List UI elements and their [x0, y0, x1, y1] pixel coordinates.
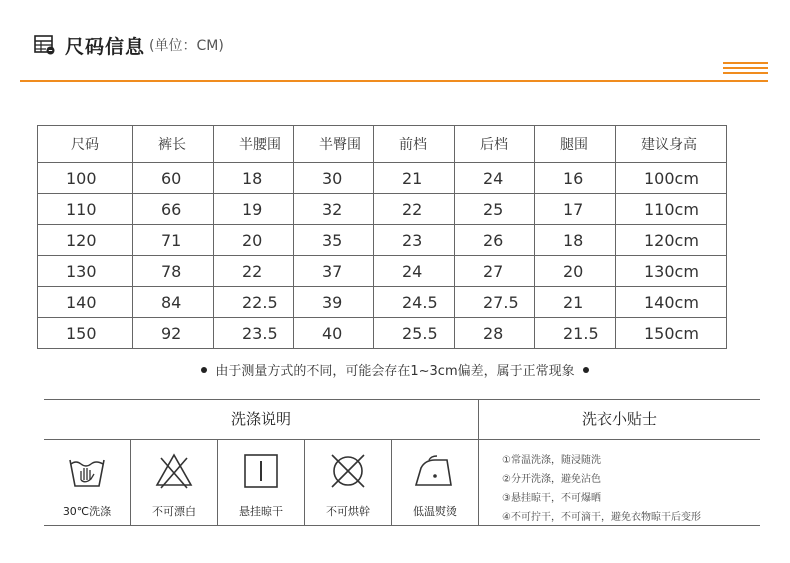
- table-cell: 22: [374, 194, 455, 225]
- column-header: 建议身高: [616, 126, 727, 163]
- laundry-tips-title: 洗衣小贴士: [581, 410, 657, 428]
- table-cell: 25: [455, 194, 535, 225]
- table-cell: 22: [214, 256, 294, 287]
- table-cell: 27: [455, 256, 535, 287]
- hang-dry-icon: [241, 452, 281, 490]
- wash-symbol: [131, 440, 218, 526]
- list-item: ③悬挂晾干，不可爆晒: [502, 493, 601, 504]
- table-cell: 17: [535, 194, 616, 225]
- care-section: [44, 399, 760, 526]
- table-cell: 39: [294, 287, 374, 318]
- table-cell: 16: [535, 163, 616, 194]
- wash-symbol: [305, 440, 392, 526]
- table-cell: 20: [214, 225, 294, 256]
- laundry-tips-list: [502, 451, 701, 527]
- table-cell: 28: [455, 318, 535, 349]
- no-bleach-icon: [154, 452, 194, 490]
- table-row: [38, 256, 727, 287]
- table-cell: 100: [38, 163, 133, 194]
- table-cell: 22.5: [214, 287, 294, 318]
- table-cell: 23.5: [214, 318, 294, 349]
- table-row: [38, 287, 727, 318]
- table-cell: 130: [38, 256, 133, 287]
- table-row: [38, 194, 727, 225]
- table-cell: 140: [38, 287, 133, 318]
- wash-symbol-label: 不可烘幹: [326, 505, 370, 518]
- wash-instructions-title: 洗涤说明: [230, 410, 291, 428]
- header-decoration: [723, 62, 768, 77]
- table-cell: 21.5: [535, 318, 616, 349]
- table-cell: 140cm: [616, 287, 727, 318]
- table-cell: 20: [535, 256, 616, 287]
- table-cell: 120: [38, 225, 133, 256]
- table-cell: 21: [535, 287, 616, 318]
- size-chart-icon: [34, 35, 56, 55]
- header-divider: [20, 80, 768, 82]
- table-cell: 24: [374, 256, 455, 287]
- table-cell: 71: [133, 225, 214, 256]
- table-row: [38, 163, 727, 194]
- table-cell: 120cm: [616, 225, 727, 256]
- wash-symbol: [44, 440, 131, 526]
- unit-label: (单位：CM): [149, 38, 224, 54]
- table-cell: 19: [214, 194, 294, 225]
- table-cell: 66: [133, 194, 214, 225]
- column-header: 裤长: [133, 126, 214, 163]
- table-cell: 110: [38, 194, 133, 225]
- table-cell: 30: [294, 163, 374, 194]
- table-cell: 25.5: [374, 318, 455, 349]
- wash-symbol: [392, 440, 479, 526]
- table-cell: 21: [374, 163, 455, 194]
- column-header: 尺码: [38, 126, 133, 163]
- bullet-dot: [201, 367, 207, 373]
- column-header: 前档: [374, 126, 455, 163]
- size-table: [37, 125, 727, 349]
- list-item: ④不可拧干，不可滴干，避免衣物晾干后变形: [502, 512, 701, 523]
- bullet-dot: [583, 367, 589, 373]
- wash-symbol-label: 悬挂晾干: [239, 505, 283, 518]
- wash-symbol-label: 30℃洗涤: [62, 505, 112, 518]
- table-cell: 150cm: [616, 318, 727, 349]
- table-cell: 130cm: [616, 256, 727, 287]
- table-cell: 84: [133, 287, 214, 318]
- section-header: [34, 30, 224, 60]
- table-cell: 78: [133, 256, 214, 287]
- table-header-row: [38, 126, 727, 163]
- wash-symbol-label: 低温熨烫: [413, 505, 457, 518]
- list-item: ①常温洗涤，随浸随洗: [502, 455, 601, 466]
- table-cell: 23: [374, 225, 455, 256]
- table-cell: 24.5: [374, 287, 455, 318]
- table-cell: 18: [535, 225, 616, 256]
- table-cell: 92: [133, 318, 214, 349]
- table-cell: 37: [294, 256, 374, 287]
- column-header: 后档: [455, 126, 535, 163]
- table-cell: 100cm: [616, 163, 727, 194]
- page-title: 尺码信息: [65, 35, 146, 58]
- column-header: 半腰围: [214, 126, 294, 163]
- table-cell: 35: [294, 225, 374, 256]
- note-text: 由于测量方式的不同，可能会存在1~3cm偏差，属于正常现象: [215, 364, 575, 379]
- table-cell: 27.5: [455, 287, 535, 318]
- no-tumble-dry-icon: [328, 452, 368, 490]
- table-cell: 26: [455, 225, 535, 256]
- table-cell: 40: [294, 318, 374, 349]
- table-row: [38, 225, 727, 256]
- table-cell: 110cm: [616, 194, 727, 225]
- low-iron-icon: [413, 452, 457, 490]
- column-header: 腿围: [535, 126, 616, 163]
- column-header: 半臀围: [294, 126, 374, 163]
- table-row: [38, 318, 727, 349]
- measurement-note: [0, 360, 790, 379]
- wash-symbol-label: 不可漂白: [152, 505, 196, 518]
- table-cell: 150: [38, 318, 133, 349]
- table-cell: 24: [455, 163, 535, 194]
- table-cell: 18: [214, 163, 294, 194]
- table-cell: 32: [294, 194, 374, 225]
- table-cell: 60: [133, 163, 214, 194]
- wash-symbol: [218, 440, 305, 526]
- list-item: ②分开洗涤，避免沾色: [502, 474, 601, 485]
- wash-30c-icon: [67, 452, 107, 490]
